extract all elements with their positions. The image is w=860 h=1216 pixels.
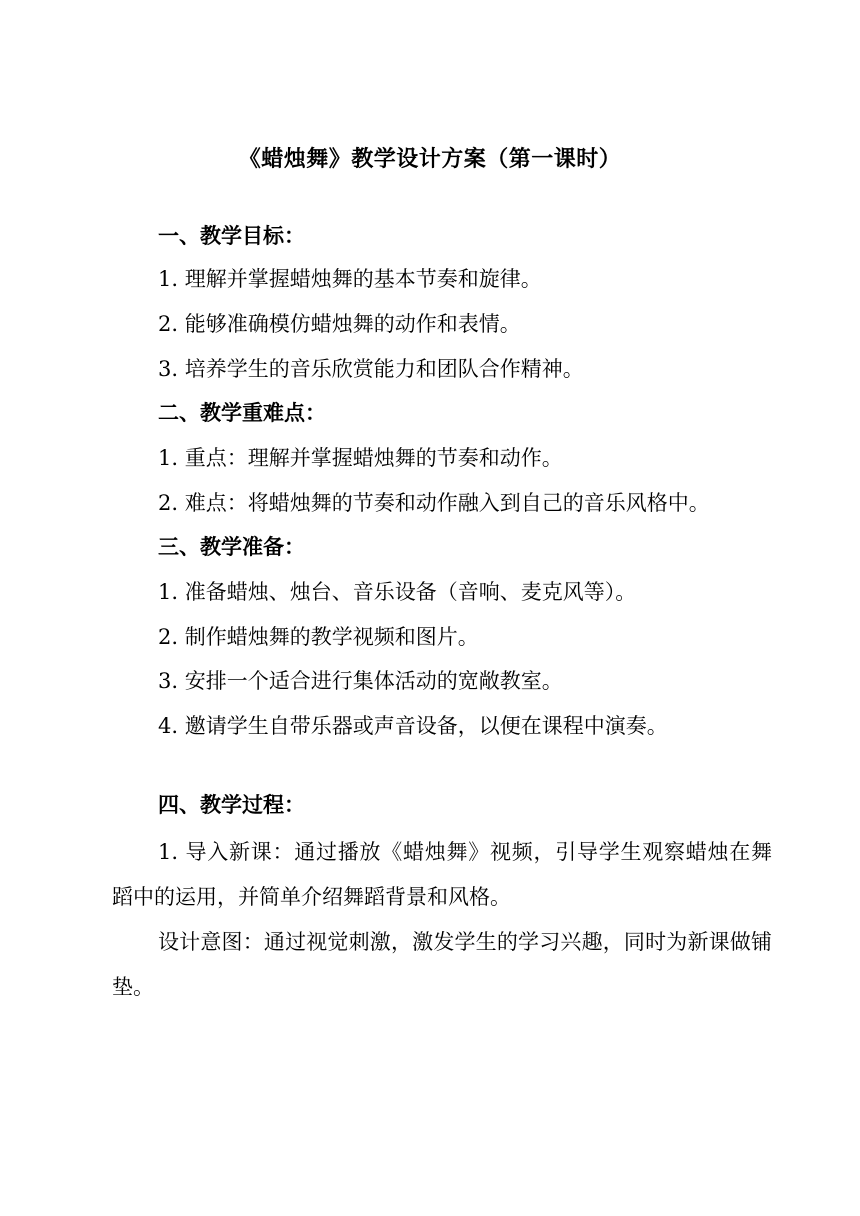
section-heading-key-points: 二、教学重难点： [158, 400, 326, 425]
preparation-item: 4. 邀请学生自带乐器或声音设备，以便在课程中演奏。 [158, 714, 668, 738]
design-intent-paragraph: 设计意图：通过视觉刺激，激发学生的学习兴趣，同时为新课做铺垫。 [112, 930, 772, 999]
key-point-item: 2. 难点：将蜡烛舞的节奏和动作融入到自己的音乐风格中。 [158, 491, 710, 515]
key-point-item: 1. 重点：理解并掌握蜡烛舞的节奏和动作。 [158, 446, 563, 470]
preparation-item: 1. 准备蜡烛、烛台、音乐设备（音响、麦克风等）。 [158, 580, 637, 604]
objective-item: 3. 培养学生的音乐欣赏能力和团队合作精神。 [158, 357, 584, 381]
section-heading-preparation: 三、教学准备： [158, 534, 305, 559]
section-heading-objectives: 一、教学目标： [158, 223, 305, 248]
preparation-item: 2. 制作蜡烛舞的教学视频和图片。 [158, 625, 479, 649]
objective-item: 1. 理解并掌握蜡烛舞的基本节奏和旋律。 [158, 267, 542, 291]
objective-item: 2. 能够准确模仿蜡烛舞的动作和表情。 [158, 312, 521, 336]
section-heading-process: 四、教学过程： [158, 792, 305, 817]
document-title: 《蜡烛舞》教学设计方案（第一课时） [238, 146, 622, 172]
preparation-item: 3. 安排一个适合进行集体活动的宽敞教室。 [158, 669, 563, 693]
process-paragraph: 1. 导入新课：通过播放《蜡烛舞》视频，引导学生观察蜡烛在舞蹈中的运用，并简单介绍舞蹈背景和风格。 [112, 840, 772, 909]
